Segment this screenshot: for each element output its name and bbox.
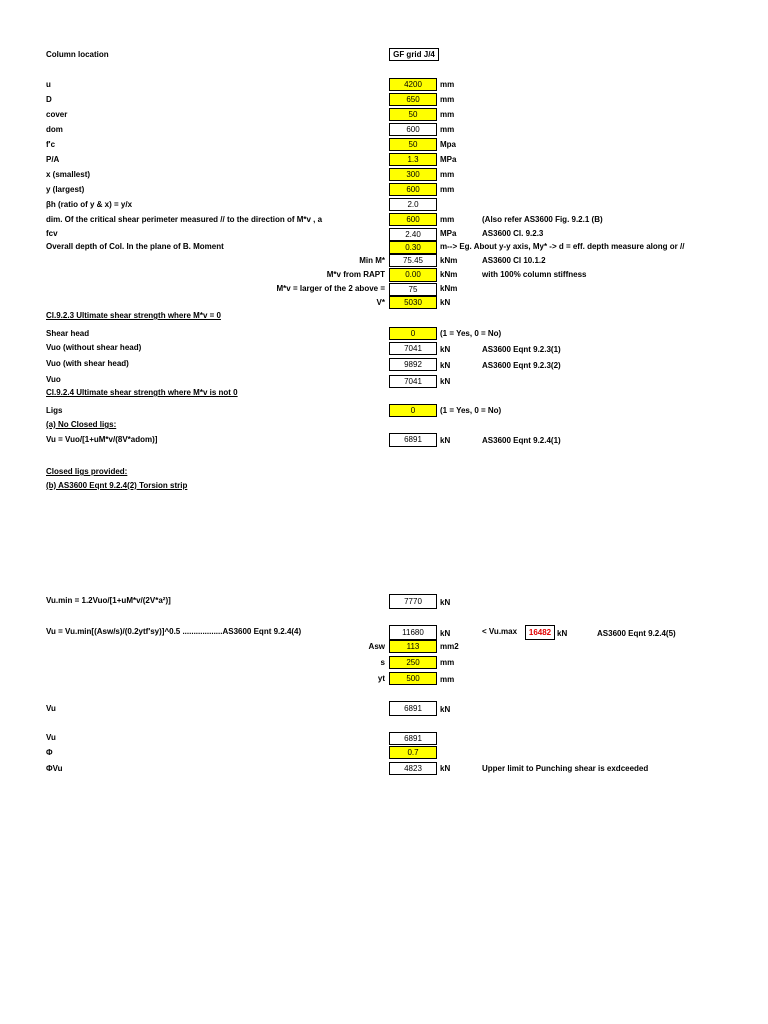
phi-label: Φ [46, 748, 53, 757]
moment-unit-min: kNm [440, 256, 458, 265]
vu2-value[interactable]: 11680 [389, 625, 437, 640]
input-value-y[interactable]: 600 [389, 183, 437, 196]
input-unit-a: mm [440, 215, 455, 224]
moment-label-larger: M*v = larger of the 2 above = [276, 284, 385, 293]
no-closed-ligs-heading: (a) No Closed ligs: [46, 420, 117, 429]
moment-note-min: AS3600 Cl 10.1.2 [482, 256, 546, 265]
vumax-unit: kN [557, 629, 568, 638]
input-value-depth[interactable]: 0.30 [389, 241, 437, 254]
vumin-label: Vu.min = 1.2Vuo/[1+uM*v/(2V*a²)] [46, 596, 171, 605]
input-value-a[interactable]: 600 [389, 213, 437, 226]
input-value-x[interactable]: 300 [389, 168, 437, 181]
input-unit-fc: Mpa [440, 140, 456, 149]
vuo-unit: kN [440, 377, 451, 386]
moment-note-rapt: with 100% column stiffness [482, 270, 587, 279]
input-value-pa[interactable]: 1.3 [389, 153, 437, 166]
input-label-u: u [46, 80, 51, 89]
input-label-cover: cover [46, 110, 68, 119]
vuo-value[interactable]: 7041 [389, 375, 437, 388]
asw-value[interactable]: 113 [389, 640, 437, 653]
vuo-without-note: AS3600 Eqnt 9.2.3(1) [482, 345, 561, 354]
vumin-value[interactable]: 7770 [389, 594, 437, 609]
vumax-note: AS3600 Eqnt 9.2.4(5) [597, 629, 676, 638]
input-label-d: D [46, 95, 52, 104]
moment-label-min: Min M* [359, 256, 385, 265]
closed-ligs-heading: Closed ligs provided: [46, 467, 128, 476]
input-unit-fcv: MPa [440, 229, 457, 238]
input-label-depth: Overall depth of Col. In the plane of B. Moment [46, 242, 224, 251]
asw-unit: mm2 [440, 642, 459, 651]
vuo-with-label: Vuo (with shear head) [46, 359, 129, 368]
input-unit-d: mm [440, 95, 455, 104]
vuo-without-value[interactable]: 7041 [389, 342, 437, 355]
moment-unit-rapt: kNm [440, 270, 458, 279]
input-label-dom: dom [46, 125, 63, 134]
yt-value[interactable]: 500 [389, 672, 437, 685]
input-label-pa: P/A [46, 155, 60, 164]
vuo-with-value[interactable]: 9892 [389, 358, 437, 371]
input-value-dom[interactable]: 600 [389, 123, 437, 136]
vu2-label: Vu = Vu.min[(Asw/s)/(0.2ytf'sy)]^0.5 ..................AS3600 Eqnt 9.2.4(4) [46, 627, 302, 636]
shear-head-unit: (1 = Yes, 0 = No) [440, 329, 502, 338]
input-label-fcv: fcv [46, 229, 58, 238]
vu-a-label: Vu [46, 704, 56, 713]
input-value-u[interactable]: 4200 [389, 78, 437, 91]
input-label-y: y (largest) [46, 185, 85, 194]
moment-value-min[interactable]: 75.45 [389, 254, 437, 267]
s-unit: mm [440, 658, 455, 667]
vuo-without-label: Vuo (without shear head) [46, 343, 142, 352]
vu-a-value[interactable]: 6891 [389, 701, 437, 716]
vuo-with-note: AS3600 Eqnt 9.2.3(2) [482, 361, 561, 370]
input-note-fcv: AS3600 Cl. 9.2.3 [482, 229, 544, 238]
input-value-cover[interactable]: 50 [389, 108, 437, 121]
input-unit-x: mm [440, 170, 455, 179]
ligs-label: Ligs [46, 406, 63, 415]
phivu-unit: kN [440, 764, 451, 773]
vuo-label: Vuo [46, 375, 61, 384]
shear-head-value[interactable]: 0 [389, 327, 437, 340]
vu-formula-label: Vu = Vuo/[1+uM*v/(8V*adom)] [46, 435, 158, 444]
input-note-a: (Also refer AS3600 Fig. 9.2.1 (B) [482, 215, 603, 224]
asw-label: Asw [368, 642, 385, 651]
input-unit-cover: mm [440, 110, 455, 119]
moment-label-vstar: V* [376, 298, 385, 307]
column-location-value[interactable]: GF grid J/4 [389, 48, 439, 61]
vumax-value[interactable]: 16482 [525, 625, 555, 640]
input-unit-u: mm [440, 80, 455, 89]
input-unit-y: mm [440, 185, 455, 194]
moment-value-larger[interactable]: 75 [389, 283, 437, 296]
s-label: s [380, 658, 385, 667]
ligs-unit: (1 = Yes, 0 = No) [440, 406, 502, 415]
vu-b-label: Vu [46, 733, 56, 742]
vumin-unit: kN [440, 598, 451, 607]
section-923-heading: Cl.9.2.3 Ultimate shear strength where M*v = 0 [46, 311, 221, 320]
vu-formula-unit: kN [440, 436, 451, 445]
shear-head-label: Shear head [46, 329, 90, 338]
phivu-note: Upper limit to Punching shear is exdceeded [482, 764, 649, 773]
input-value-d[interactable]: 650 [389, 93, 437, 106]
input-label-beta: βh (ratio of y & x) = y/x [46, 200, 133, 209]
moment-unit-vstar: kN [440, 298, 451, 307]
input-unit-dom: mm [440, 125, 455, 134]
input-unit-depth: m--> Eg. About y-y axis, My* -> d = eff. depth measure along or // [440, 242, 685, 251]
column-location-label: Column location [46, 50, 109, 59]
vu2-unit: kN [440, 629, 451, 638]
input-label-a: dim. Of the critical shear perimeter measured // to the direction of M*v , a [46, 215, 323, 224]
s-value[interactable]: 250 [389, 656, 437, 669]
section-924-heading: Cl.9.2.4 Ultimate shear strength where M*v is not 0 [46, 388, 238, 397]
input-value-fcv[interactable]: 2.40 [389, 228, 437, 241]
moment-value-rapt[interactable]: 0.00 [389, 268, 437, 282]
input-label-x: x (smallest) [46, 170, 91, 179]
torsion-strip-heading: (b) AS3600 Eqnt 9.2.4(2) Torsion strip [46, 481, 188, 490]
phi-value[interactable]: 0.7 [389, 746, 437, 759]
vu-formula-value[interactable]: 6891 [389, 433, 437, 447]
yt-unit: mm [440, 675, 455, 684]
input-value-beta[interactable]: 2.0 [389, 198, 437, 211]
vu-b-value[interactable]: 6891 [389, 732, 437, 745]
yt-label: yt [377, 674, 385, 683]
ligs-value[interactable]: 0 [389, 404, 437, 417]
vuo-without-unit: kN [440, 345, 451, 354]
vuo-with-unit: kN [440, 361, 451, 370]
input-unit-pa: MPa [440, 155, 457, 164]
vu-a-unit: kN [440, 705, 451, 714]
moment-label-rapt: M*v from RAPT [326, 270, 385, 279]
moment-value-vstar[interactable]: 5030 [389, 296, 437, 309]
vu-formula-note: AS3600 Eqnt 9.2.4(1) [482, 436, 561, 445]
moment-unit-larger: kNm [440, 284, 458, 293]
input-label-fc: f'c [46, 140, 56, 149]
phivu-label: ΦVu [46, 764, 63, 773]
input-value-fc[interactable]: 50 [389, 138, 437, 151]
phivu-value[interactable]: 4823 [389, 762, 437, 775]
vu2-compare: < Vu.max [482, 627, 518, 636]
